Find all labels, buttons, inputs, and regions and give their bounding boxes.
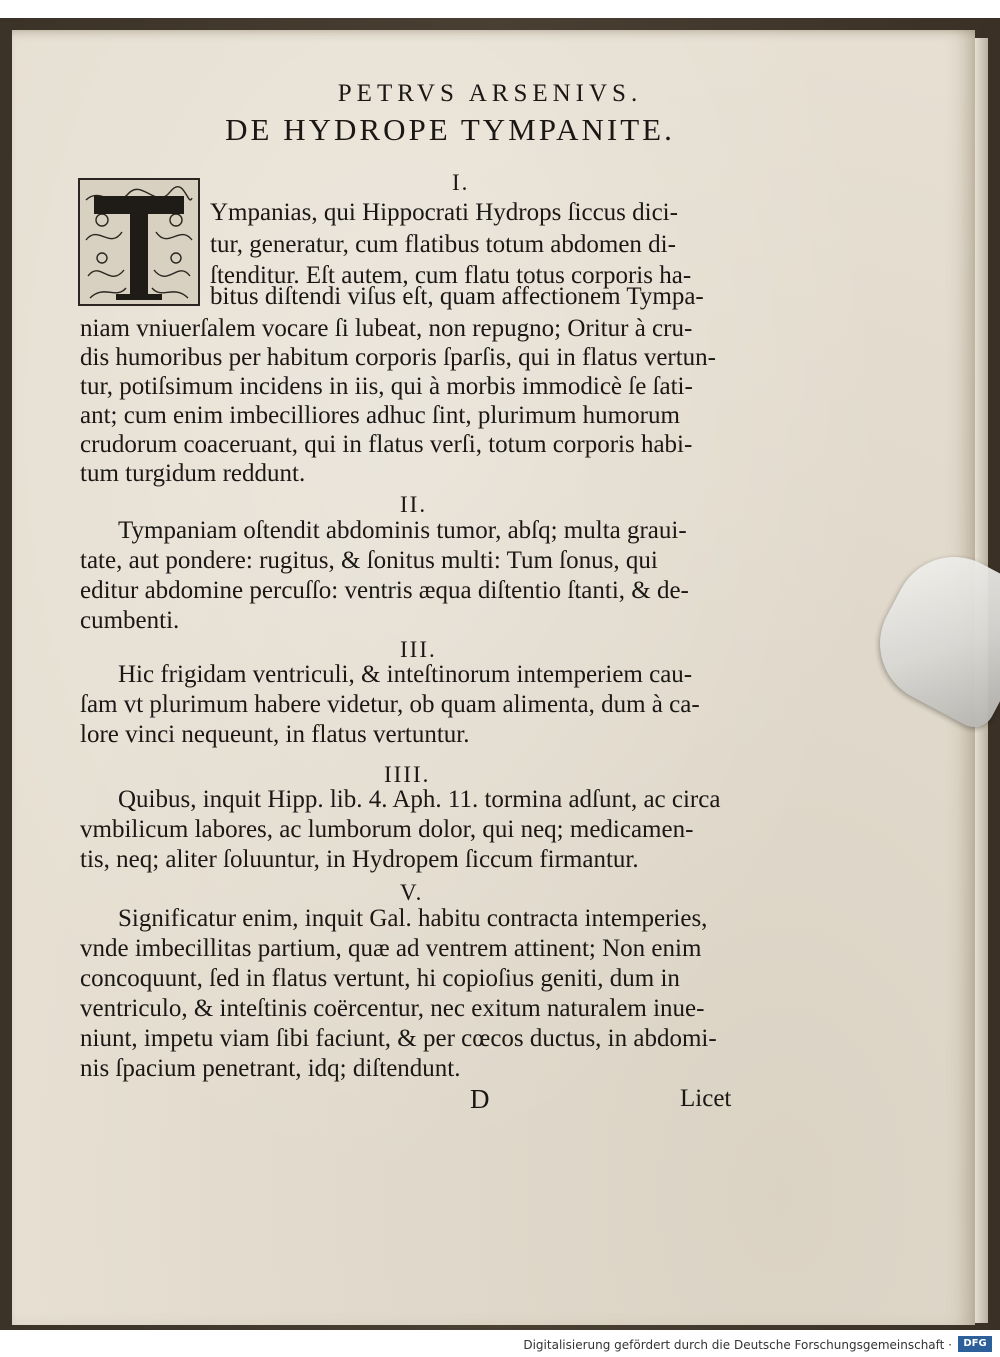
text-line: tum turgidum reddunt.	[80, 460, 306, 487]
text-line: Tympaniam oſtendit abdominis tumor, abſq; multa graui-	[118, 517, 687, 544]
decorated-initial-T-icon	[78, 178, 200, 306]
section-numeral: III.	[400, 637, 437, 662]
text-line: ant; cum enim imbecilliores adhuc ſint, plurimum humorum	[80, 402, 680, 429]
digitization-notice: Digitalisierung gefördert durch die Deutsche Forschungsgemeinschaft ·	[523, 1338, 952, 1352]
text-line: Quibus, inquit Hipp. lib. 4. Aph. 11. tormina adſunt, ac circa	[118, 786, 721, 813]
text-line: niunt, impetu viam ſibi faciunt, & per cœcos ductus, in abdomi-	[80, 1025, 717, 1052]
text-line: vmbilicum labores, ac lumborum dolor, qui neq; medicamen-	[80, 816, 694, 843]
text-line: cumbenti.	[80, 607, 180, 634]
text-line: ventriculo, & inteſtinis coërcentur, nec exitum naturalem inue-	[80, 995, 705, 1022]
text-line: tate, aut pondere: rugitus, & ſonitus multi: Tum ſonus, qui	[80, 547, 658, 574]
text-line: tur, generatur, cum flatibus totum abdomen di-	[210, 231, 676, 258]
text-line: Significatur enim, inquit Gal. habitu contracta intemperies,	[118, 905, 708, 932]
catchword: Licet	[680, 1085, 732, 1112]
text-line: crudorum coaceruant, qui in flatus verſi, totum corporis habi-	[80, 431, 693, 458]
dfg-logo: DFG	[958, 1336, 992, 1352]
chapter-title: DE HYDROPE TYMPANITE.	[225, 112, 675, 147]
text-line: concoquunt, ſed in flatus vertunt, hi copioſius geniti, dum in	[80, 965, 680, 992]
section-numeral: V.	[400, 880, 424, 905]
text-line: Ympanias, qui Hippocrati Hydrops ſiccus dici-	[210, 199, 678, 226]
text-line: nis ſpacium penetrant, idq; diſtendunt.	[80, 1055, 461, 1082]
text-line: ſtenditur. Eſt autem, cum flatu totus corporis ha-	[210, 262, 692, 289]
text-line: editur abdomine percuſſo: ventris æqua diſtentio ſtanti, & de-	[80, 577, 689, 604]
text-line: tur, potiſsimum incidens in iis, qui à morbis immodicè ſe ſati-	[80, 373, 693, 400]
text-line: lore vinci nequeunt, in flatus vertuntur.	[80, 721, 470, 748]
text-line: Hic frigidam ventriculi, & inteſtinorum intemperiem cau-	[118, 661, 693, 688]
text-line: tis, neq; aliter ſoluuntur, in Hydropem ſiccum firmantur.	[80, 846, 639, 873]
signature-mark: D	[470, 1084, 490, 1114]
section-numeral: I.	[452, 170, 470, 195]
text-line: vnde imbecillitas partium, quæ ad ventrem attinent; Non enim	[80, 935, 702, 962]
running-head: PETRVS ARSENIVS.	[337, 80, 643, 107]
section-numeral: II.	[400, 492, 428, 517]
text-line: ſam vt plurimum habere videtur, ob quam alimenta, dum à ca-	[80, 691, 700, 718]
text-line: bitus diſtendi viſus eſt, quam affectionem Tympa-	[210, 283, 704, 310]
section-numeral: IIII.	[384, 762, 431, 787]
text-line: dis humoribus per habitum corporis ſparſis, qui in flatus vertun-	[80, 344, 717, 371]
text-line: niam vniuerſalem vocare ſi lubeat, non repugno; Oritur à cru-	[80, 315, 693, 342]
